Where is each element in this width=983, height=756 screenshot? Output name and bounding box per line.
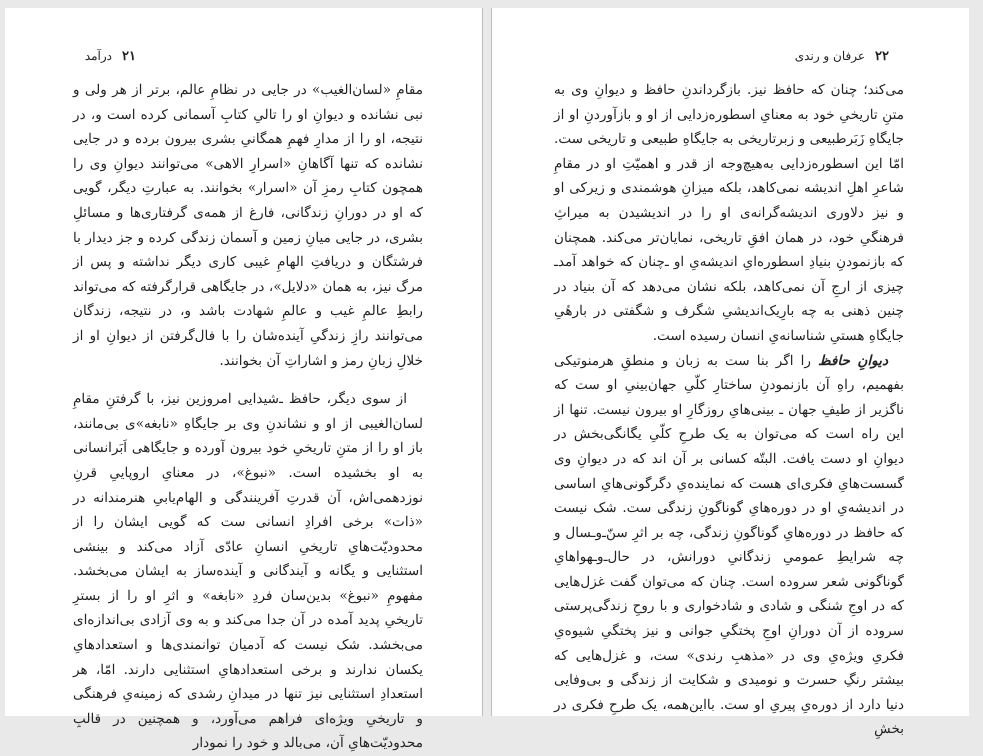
left-paragraph-1: مقامِ «لسان‌الغیب» در جایی در نظامِ عالم، برتر از هر ولی و نبی نشانده و دیوانِ او را تالیِ کتابِ آسمانی کرده است و، در نتیجه، او را از مدارِ فهمِ همگانیِ بشری بیرون برده و در جایی نشانده که تنها آگاهانِ «اسرارِ الاهی» می‌توانند دیوانِ وی را همچون کتابِ رمزِ آن «اسرار» بخوانند. به عبارتِ دیگر، گویی که او در دورانِ زندگانی، فارغ از همه‌ی گرفتاری‌ها و مسائلِ بشری، در جایی میانِ زمین و آسمان زندگی کرده و جز دیدار با فرشتگان و دریافتِ الهامِ غیبی کاری دیگر نداشته و پس از مرگ نیز، به همان «دلایل»، در جایگاهی قرارگرفته که می‌تواند رابطِ عالمِ غیب و عالمِ شهادت باشد و، در نتیجه، زندگان می‌توانند رازِ زندگیِ آینده‌شان را با فال‌گرفتن از دیوانِ او از خلالِ زبانِ رمز و اشاراتِ آن بخوانند. [73, 82, 423, 369]
right-page [491, 8, 969, 738]
left-paragraph-2: از سوی دیگر، حافظ ـ‌شیدایی امروزین نیز، با گرفتنِ مقامِ لسان‌الغیبی از او و نشاندنِ وی بر جایگاهِ «نابغه»ی بی‌مانند، باز او را از متنِ تاریخیِ خود بیرون آورده و جایگاهی اَبَرانسانی به او بخشیده است. «نبوغ»، در معنایِ اروپاییِ قرنِ نوزدهمی‌اش، آن قدرتِ آفرینندگی و الهام‌یابیِ هنرمندانه در «ذات» برخی افرادِ انسانی ست که گویی ایشان را از محدودیّت‌هایِ تاریخیِ انسانِ عادّی آزاد می‌کند و بینشی استثنایی و یگانه و آیندگانی و آینده‌ساز به ایشان می‌بخشد. مفهومِ «نبوغ» بدین‌سان فردِ «نابغه» و اثرِ او را از بسترِ تاریخیِ پدید آمده در آن جدا می‌کند و به وی آزادی بی‌اندازه‌ای می‌بخشد. شک نیست که آدمیان توانمندی‌ها و استعدادهایِ یکسان ندارند و برخی استعدادهایِ استثنایی دارند. امّا، هر استعدادِ استثنایی نیز تنها در میدانِ رشدی که زمینه‌یِ فرهنگی و تاریخیِ ویژه‌ای فراهم می‌آورد، و همچنین در قالبِ محدودیّت‌هایِ آن، می‌بالد و خود را نمودار [73, 391, 423, 752]
left-page [5, 8, 483, 752]
right-paragraph-2-text: را اگر بنا ست به زبان و منطقِ هرمنوتیکی بفهمیم، راهِ آن بازنمودنِ ساختارِ کلّیِ جهان‌بینیِ او ست که ناگزیر از طیفِ جهان ـ بینی‌هایِ روزگارِ او بیرون نیست. تنها از این راه است که می‌توان به یک طرحِ کلّیِ یگانگی‌بخش در دیوانِ او دست یافت. البتّه کسانی بر آن اند که در دیوانِ وی گسست‌هایِ فکری‌ای هست که نماینده‌یِ دگرگونی‌هایِ اساسی در اندیشه‌یِ او در دوره‌هایِ گوناگونِ زندگی ست. شک نیست که حافظ در دوره‌هایِ گوناگونِ زندگی، چه بر اثرِ سنّ‌ـ‌و‌ـسال و چه شرایطِ عمومیِ زندگانیِ دورانش، در حال‌ـ‌و‌ـهواهایِ گوناگونی شعر سروده است. چنان که می‌توان گفت غزل‌هایی که در اوجِ شنگی و شادی و شادخواری و با روحِ زندگی‌پرستی سروده از آن دورانِ اوجِ پختگیِ جوانی و نیز پختگیِ شیوه‌یِ فکریِ ویژه‌یِ وی در «مذهبِ رندی» ست، و غزل‌هایی که بیشتر رنگِ حسرت و نومیدی و شکایت از زندگی و بی‌وفایی دنیا دارد از دوره‌یِ پیریِ او ست. بااین‌همه، یک طرحِ فکری در بخشِ [554, 352, 904, 738]
emphasis-divan-hafez: دیوانِ حافظ [817, 352, 888, 369]
right-paragraph-1: می‌کند؛ چنان که حافظ نیز. بازگرداندنِ حافظ و دیوانِ وی به متنِ تاریخیِ خود به معنایِ اسطوره‌زدایی از او و بازآوردنِ او از جایگاهِ زَبَرطبیعی و زبرتاریخی به جایگاهِ طبیعی و تاریخی ست. امّا این اسطوره‌زدایی به‌هیچ‌وجه از قدر و اهمیّتِ او در مقامِ شاعرِ اهلِ اندیشه نمی‌کاهد، بلکه میزانِ هوشمندی و زیرکی او و نیز دلاوری اندیشه‌گرانه‌ی او را در اندیشیدن به میراثِ فرهنگیِ خود، در همان افقِ تاریخی، نمایان‌تر می‌کند. همچنان که بازنمودنِ بنیادِ اسطوره‌ایِ اندیشه‌یِ او ـ‌چنان که خواهد آمد‌ـ چیزی از ارجِ آن نمی‌کاهد، بلکه نشان می‌دهد که آن بنیاد در چنین ذهنی به چه بارِیک‌اندیشیِ شگرف و شگفتی در بارهٔیِ جایگاهِ هستیِ شناسانه‌یِ انسان رسیده است. [554, 82, 904, 344]
right-page-number: ۲۲ [875, 48, 889, 64]
left-page-running-title: درآمد [84, 49, 113, 63]
right-page-running-title: عرفان و رندی [794, 49, 866, 63]
left-page-body [73, 78, 423, 756]
right-page-header [795, 46, 889, 66]
right-page-body [554, 78, 904, 742]
right-paragraph-2 [554, 349, 904, 743]
left-page-number: ۲۱ [122, 48, 136, 64]
left-page-header [85, 46, 136, 66]
